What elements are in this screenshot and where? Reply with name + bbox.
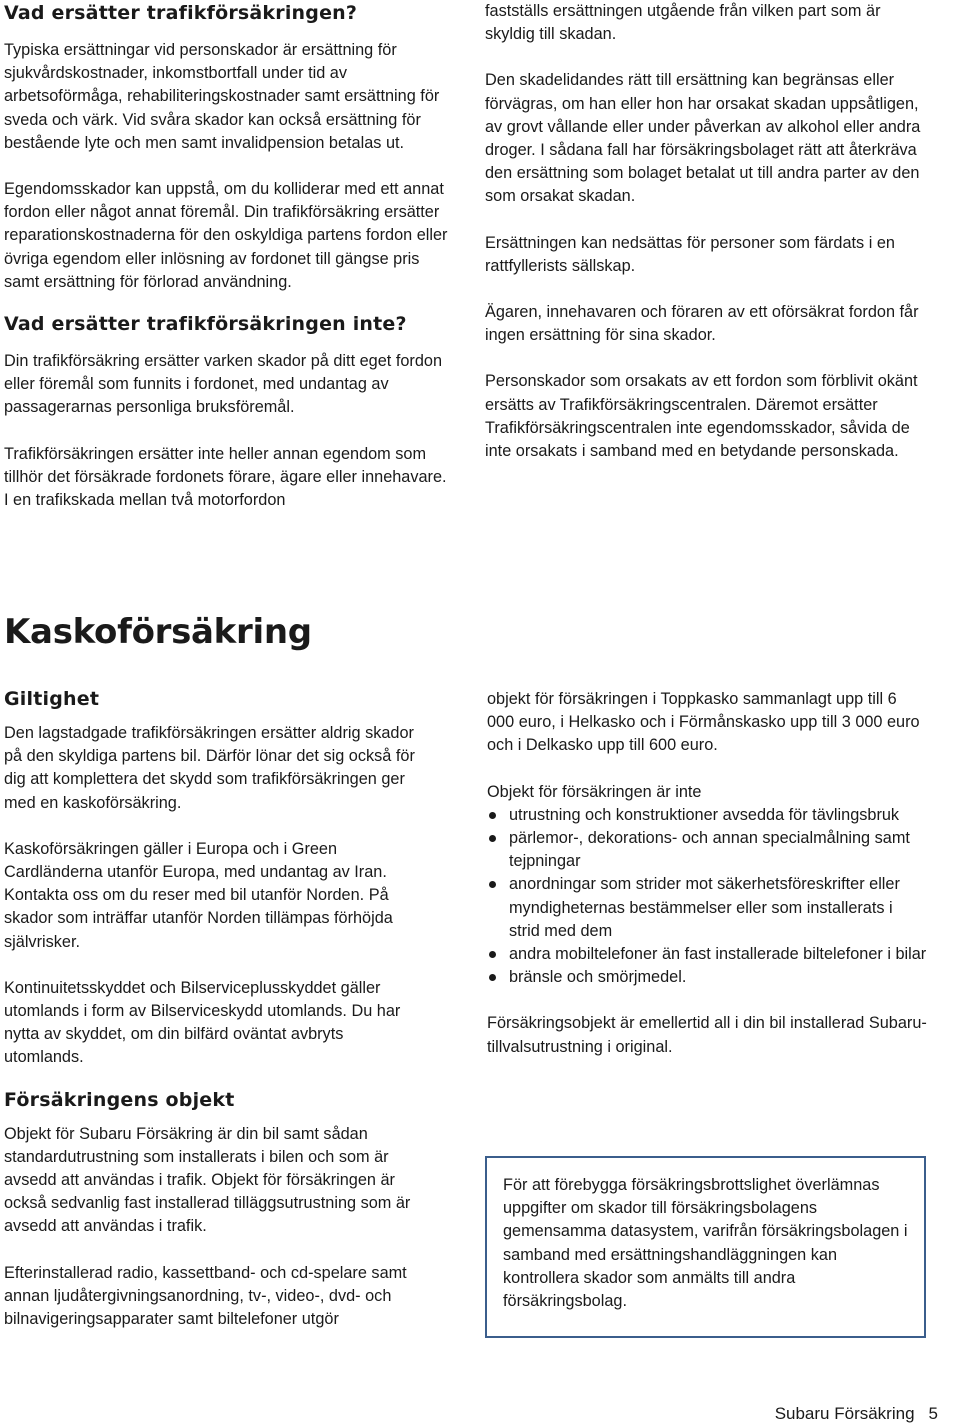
paragraph-subaru-accessories: Försäkringsobjekt är emellertid all i din bil installerad Subaru-tillvalsutrustning i original. [487, 1014, 927, 1056]
top-left-column [4, 0, 450, 512]
bottom-right-column [487, 688, 927, 1059]
heading-insurance-object: Försäkringens objekt [4, 1088, 235, 1111]
paragraph-liability: fastställs ersättningen utgående från vilken part som är skyldig till skadan. [485, 2, 881, 44]
paragraph-object-definition: Objekt för Subaru Försäkring är din bil samt sådan standardutrustning som installerats i bilen och som är avsedd att användas i trafik. Objekt för försäkringen är också sedvanlig fast installerad tilläggsutrustning som är avsedd att användas i trafik. [4, 1124, 411, 1236]
paragraph-aftermarket: Efterinstallerad radio, kassettband- och cd-spelare samt annan ljudåtergivningsanordning, tv-, video-, dvd- och bilnavigeringsapparater samt biltelefoner utgör [4, 1263, 407, 1329]
paragraph-limited-compensation: Den skadelidandes rätt till ersättning kan begränsas eller förvägras, om han eller hon har orsakat skadan uppsåtligen, av grovt vållande eller under påverkan av alkohol eller andra droger. I sådana fall har försäkringsbolaget rätt att återkräva den ersättning som bolaget betalat ut till andra parter av den som orsakat skadan. [485, 71, 921, 206]
list-item: utrustning och konstruktioner avsedda för tävlingsbruk [487, 804, 927, 827]
top-right-column [485, 0, 925, 463]
heading-what-covered: Vad ersätter trafikförsäkringen? [4, 2, 358, 24]
exclusions-list [487, 804, 927, 990]
paragraph-exclusions-intro: Objekt för försäkringen är inte [487, 782, 702, 801]
notice-text: För att förebygga försäkringsbrottslighet överlämnas uppgifter om skador till försäkringsbolagens gemensamma datasystem, varifrån försäkringsbolagen i samband med ersättningshandläggningen kan kontrollera skador som anmälts till andra försäkringsbolag. [503, 1176, 908, 1311]
paragraph-validity-intro: Den lagstadgade trafikförsäkringen ersätter aldrig skador på den skyldiga partens bil. Därför lönar det sig också för dig att komplettera det skydd som trafikförsäkringen ger med en kaskoförsäkring. [4, 724, 415, 812]
paragraph-object-limits: objekt för försäkringen i Toppkasko sammanlagt upp till 6 000 euro, i Helkasko och i Förmånskasko upp till 3 000 euro och i Delkasko upp till 600 euro. [487, 690, 920, 755]
paragraph-property-damage: Egendomsskador kan uppstå, om du kolliderar med ett annat fordon eller något annat föremål. Din trafikförsäkring ersätter reparationskostnaderna för den oskyldiga partens fordon eller övriga egendom eller inlösning av fordonet till gängse pris samt ersättning för förlorad användning. [4, 180, 448, 291]
paragraph-personal-injury: Typiska ersättningar vid personskador är ersättning för sjukvårdskostnader, inkomstbortfall under tid av arbetsoförmåga, rehabiliteringskostnader samt ersättning för sveda och värk. Vid svåra skador kan också ersättning för bestående lyte och men samt invalidpension betalas ut. [4, 41, 440, 152]
heading-what-not-covered: Vad ersätter trafikförsäkringen inte? [4, 313, 407, 336]
fraud-prevention-notice [485, 1156, 926, 1338]
heading-validity: Giltighet [4, 688, 100, 710]
paragraph-own-vehicle: Din trafikförsäkring ersätter varken skador på ditt eget fordon eller föremål som funnits i fordonet, med undantag av passagerarnas personliga bruksföremål. [4, 352, 442, 417]
paragraph-drunk-driver: Ersättningen kan nedsättas för personer som färdats i en rattfyllerists sällskap. [485, 233, 895, 275]
paragraph-continuity: Kontinuitetsskyddet och Bilserviceplusskyddet gäller utomlands i form av Bilserviceskydd utomlands. Du har nytta av skyddet, om din bilfärd oväntat avbryts utomlands. [4, 978, 401, 1067]
page-footer [775, 1404, 938, 1424]
section-title-kasko: Kaskoförsäkring [4, 612, 312, 652]
paragraph-uninsured: Ägaren, innehavaren och föraren av ett oförsäkrat fordon får ingen ersättning för sina skador. [485, 303, 919, 345]
footer-brand: Subaru Försäkring [774, 1404, 915, 1423]
list-item: anordningar som strider mot säkerhetsföreskrifter eller myndigheternas bestämmelser eller som installerats i strid med dem [487, 873, 927, 943]
list-item: andra mobiltelefoner än fast installerade biltelefoner i bilar [487, 943, 927, 966]
list-item: bränsle och smörjmedel. [487, 966, 927, 989]
page-number: 5 [928, 1404, 938, 1423]
paragraph-validity-europe: Kaskoförsäkringen gäller i Europa och i Green Cardländerna utanför Europa, med undantag av Iran. Kontakta oss om du reser med bil utanför Norden. På skador som inträffar utanför Norden tillämpas förhöjda självrisker. [4, 839, 393, 951]
list-item: pärlemor-, dekorations- och annan specialmålning samt tejpningar [487, 827, 927, 873]
paragraph-other-property: Trafikförsäkringen ersätter inte heller annan egendom som tillhör det försäkrade fordonets förare, ägare eller innehavare. I en trafikskada mellan två motorfordon [4, 444, 447, 510]
paragraph-unknown-vehicle: Personskador som orsakats av ett fordon som förblivit okänt ersätts av Trafikförsäkringscentralen. Däremot ersätter Trafikförsäkringscentralen inte egendomsskador, såvida de inte orsakats i samband med en betydande personskada. [485, 372, 918, 461]
bottom-left-column [4, 688, 422, 1331]
